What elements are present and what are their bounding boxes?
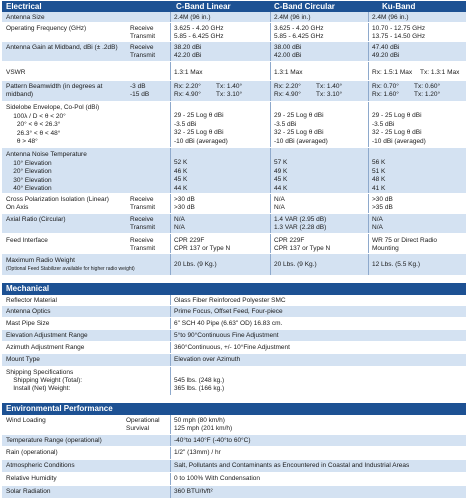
vswr-linear: 1.3:1 Max (174, 69, 203, 76)
atmospheric-conditions-value: Salt, Pollutants and Contaminants as Encountered in Coastal and Industrial Areas (174, 462, 410, 469)
max-radio-weight-label: Maximum Radio Weight (6, 257, 75, 264)
antenna-gain-circular: 38.00 dBi 42.00 dBi (274, 44, 302, 59)
antenna-optics-value: Prime Focus, Offset Feed, Four-piece (174, 308, 283, 315)
environmental-title: Environmental Performance (6, 404, 113, 413)
noise-temperature-circular: 57 K 49 K 45 K 44 K (274, 159, 288, 192)
col-header-ku-band: Ku-Band (382, 2, 416, 11)
pattern-beamwidth-circular-rx: Rx: 2.20° Rx: 4.90° (274, 83, 301, 98)
mechanical-title: Mechanical (6, 284, 50, 293)
wind-loading-label: Wind Loading (6, 417, 46, 424)
electrical-header (2, 1, 466, 12)
azimuth-adjustment-label: Azimuth Adjustment Range (6, 344, 85, 351)
cross-polarization-label: Cross Polarization Isolation (Linear) On Axis (6, 196, 109, 211)
pattern-beamwidth-circular-tx: Tx: 1.40° Tx: 3.10° (316, 83, 343, 98)
vswr-circular: 1.3:1 Max (274, 69, 303, 76)
reflector-material-value: Glass Fiber Reinforced Polyester SMC (174, 297, 286, 304)
feed-interface-ku: WR 75 or Direct Radio Mounting (372, 237, 438, 252)
row-operating-frequency (2, 23, 466, 42)
row-solar-radiation (2, 486, 466, 499)
cross-polarization-linear: >30 dB >30 dB (174, 196, 195, 211)
atmospheric-conditions-label: Atmospheric Conditions (6, 462, 75, 469)
feed-interface-transmit: Transmit (130, 245, 156, 252)
cross-polarization-ku: >30 dB >35 dB (372, 196, 393, 211)
axial-ratio-transmit: Transmit (130, 224, 156, 231)
temperature-range-value: -40°to 140°F (-40°to 60°C) (174, 437, 251, 444)
operating-frequency-label: Operating Frequency (GHz) (6, 25, 87, 32)
row-antenna-size (2, 12, 466, 23)
max-radio-weight-linear: 20 Lbs. (9 Kg.) (174, 261, 217, 268)
row-relative-humidity (2, 473, 466, 486)
col-header-c-band-linear: C-Band Linear (176, 2, 231, 11)
solar-radiation-label: Solar Radiation (6, 488, 51, 495)
vswr-ku-tx: Tx: 1.3:1 Max (420, 69, 460, 76)
row-rain (2, 447, 466, 460)
max-radio-weight-ku: 12 Lbs. (5.5 Kg.) (372, 261, 421, 268)
axial-ratio-circular: 1.4 VAR (2.95 dB) 1.3 VAR (2.28 dB) (274, 216, 327, 231)
row-elevation-adjustment (2, 330, 466, 342)
relative-humidity-label: Relative Humidity (6, 475, 57, 482)
cross-polarization-transmit: Transmit (130, 204, 156, 211)
row-max-radio-weight (2, 254, 466, 276)
noise-temperature-linear: 52 K 46 K 45 K 44 K (174, 159, 188, 192)
rain-value: 1/2" (13mm) / hr (174, 449, 221, 456)
antenna-size-linear: 2.4M (96 in.) (174, 14, 211, 21)
antenna-optics-label: Antenna Optics (6, 308, 51, 315)
pattern-beamwidth-ku-tx: Tx: 0.60° Tx: 1.20° (414, 83, 441, 98)
antenna-gain-label: Antenna Gain at Midband, dBi (± .2dB) (6, 44, 118, 51)
spec-sheet (2, 1, 466, 499)
mount-type-value: Elevation over Azimuth (174, 356, 241, 363)
max-radio-weight-circular: 20 Lbs. (9 Kg.) (274, 261, 317, 268)
sidelobe-linear: 29 - 25 Log θ dBi -3.5 dBi 32 - 25 Log θ dBi -10 dBi (averaged) (174, 112, 228, 145)
sidelobe-ku: 29 - 25 Log θ dBi -3.5 dBi 32 - 25 Log θ dBi -10 dBi (averaged) (372, 112, 426, 145)
cross-polarization-circular: N/A N/A (274, 196, 285, 211)
electrical-title: Electrical (6, 2, 42, 11)
antenna-size-label: Antenna Size (6, 14, 45, 21)
row-vswr (2, 62, 466, 81)
feed-interface-label: Feed Interface (6, 237, 48, 244)
antenna-gain-linear: 38.20 dBi 42.20 dBi (174, 44, 202, 59)
sidelobe-circular: 29 - 25 Log θ dBi -3.5 dBi 32 - 25 Log θ dBi -10 dBi (averaged) (274, 112, 328, 145)
row-antenna-optics (2, 306, 466, 318)
row-noise-temperature (2, 148, 466, 194)
axial-ratio-linear: N/A N/A (174, 216, 185, 231)
noise-temperature-label: Antenna Noise Temperature 10° Elevation 20° Elevation 30° Elevation 40° Elevation (6, 151, 87, 192)
operating-frequency-circular: 3.625 - 4.20 GHz 5.85 - 6.425 GHz (274, 25, 324, 40)
pattern-beamwidth-label: Pattern Beamwidth (in degrees at midband) (6, 83, 103, 98)
row-feed-interface (2, 234, 466, 254)
mast-pipe-size-value: 6" SCH 40 Pipe (6.63" OD) 16.83 cm. (174, 320, 283, 327)
row-cross-polarization (2, 194, 466, 214)
antenna-gain-transmit: Transmit (130, 52, 156, 59)
operating-frequency-linear: 3.625 - 4.20 GHz 5.85 - 6.425 GHz (174, 25, 224, 40)
row-azimuth-adjustment (2, 342, 466, 354)
temperature-range-label: Temperature Range (operational) (6, 437, 102, 444)
antenna-gain-ku: 47.40 dBi 49.20 dBi (372, 44, 400, 59)
pattern-beamwidth-linear-rx: Rx: 2.20° Rx: 4.90° (174, 83, 201, 98)
mast-pipe-size-label: Mast Pipe Size (6, 320, 50, 327)
pattern-beamwidth-ku-rx: Rx: 0.70° Rx: 1.60° (372, 83, 399, 98)
pattern-beamwidth-levels: -3 dB -15 dB (130, 83, 150, 98)
elevation-adjustment-value: 5°to 90°Continuous Fine Adjustment (174, 332, 279, 339)
mount-type-label: Mount Type (6, 356, 40, 363)
row-axial-ratio (2, 214, 466, 234)
shipping-specifications-value: 545 lbs. (248 kg.) 365 lbs. (166 kg.) (174, 377, 225, 392)
noise-temperature-ku: 56 K 51 K 48 K 41 K (372, 159, 386, 192)
wind-loading-conditions: Operational Survival (126, 417, 160, 432)
relative-humidity-value: 0 to 100% With Condensation (174, 475, 260, 482)
row-mast-pipe-size (2, 318, 466, 330)
solar-radiation-value: 360 BTU/h/ft² (174, 488, 213, 495)
operating-frequency-receive: Receive (130, 25, 154, 32)
shipping-specifications-label: Shipping Specifications Shipping Weight (Total): Install (Net) Weight: (6, 369, 83, 392)
cross-polarization-receive: Receive (130, 196, 154, 203)
feed-interface-linear: CPR 229F CPR 137 or Type N (174, 237, 231, 252)
antenna-size-circular: 2.4M (96 in.) (274, 14, 311, 21)
col-header-c-band-circular: C-Band Circular (274, 2, 335, 11)
reflector-material-label: Reflector Material (6, 297, 57, 304)
sidelobe-label: Sidelobe Envelope, Co-Pol (dBi) 100λ / D < θ < 20° 20° < θ < 26.3° 26.3° < θ < 48° θ > 48° (6, 104, 100, 145)
axial-ratio-ku: N/A N/A (372, 216, 383, 231)
rain-label: Rain (operational) (6, 449, 58, 456)
vswr-ku-rx: Rx: 1.5:1 Max (372, 69, 413, 76)
row-reflector-material (2, 295, 466, 306)
row-temperature-range (2, 435, 466, 447)
row-mount-type (2, 354, 466, 367)
antenna-size-ku: 2.4M (96 in.) (372, 14, 409, 21)
row-wind-loading (2, 415, 466, 435)
azimuth-adjustment-value: 360°Continuous, +/- 10°Fine Adjustment (174, 344, 290, 351)
row-sidelobe-envelope (2, 102, 466, 148)
row-pattern-beamwidth (2, 81, 466, 102)
row-antenna-gain (2, 42, 466, 62)
operating-frequency-ku: 10.70 - 12.75 GHz 13.75 - 14.50 GHz (372, 25, 426, 40)
row-shipping-specifications (2, 367, 466, 396)
axial-ratio-receive: Receive (130, 216, 154, 223)
vswr-label: VSWR (6, 69, 26, 76)
mechanical-header (2, 283, 466, 295)
max-radio-weight-note: (Optional Feed Stabilizer available for higher radio weight) (6, 266, 135, 272)
feed-interface-receive: Receive (130, 237, 154, 244)
antenna-gain-receive: Receive (130, 44, 154, 51)
wind-loading-value: 50 mph (80 km/h) 125 mph (201 km/h) (174, 417, 233, 432)
feed-interface-circular: CPR 229F CPR 137 or Type N (274, 237, 331, 252)
pattern-beamwidth-linear-tx: Tx: 1.40° Tx: 3.10° (216, 83, 243, 98)
axial-ratio-label: Axial Ratio (Circular) (6, 216, 66, 223)
row-atmospheric-conditions (2, 460, 466, 473)
operating-frequency-transmit: Transmit (130, 33, 156, 40)
elevation-adjustment-label: Elevation Adjustment Range (6, 332, 88, 339)
environmental-header (2, 403, 466, 415)
